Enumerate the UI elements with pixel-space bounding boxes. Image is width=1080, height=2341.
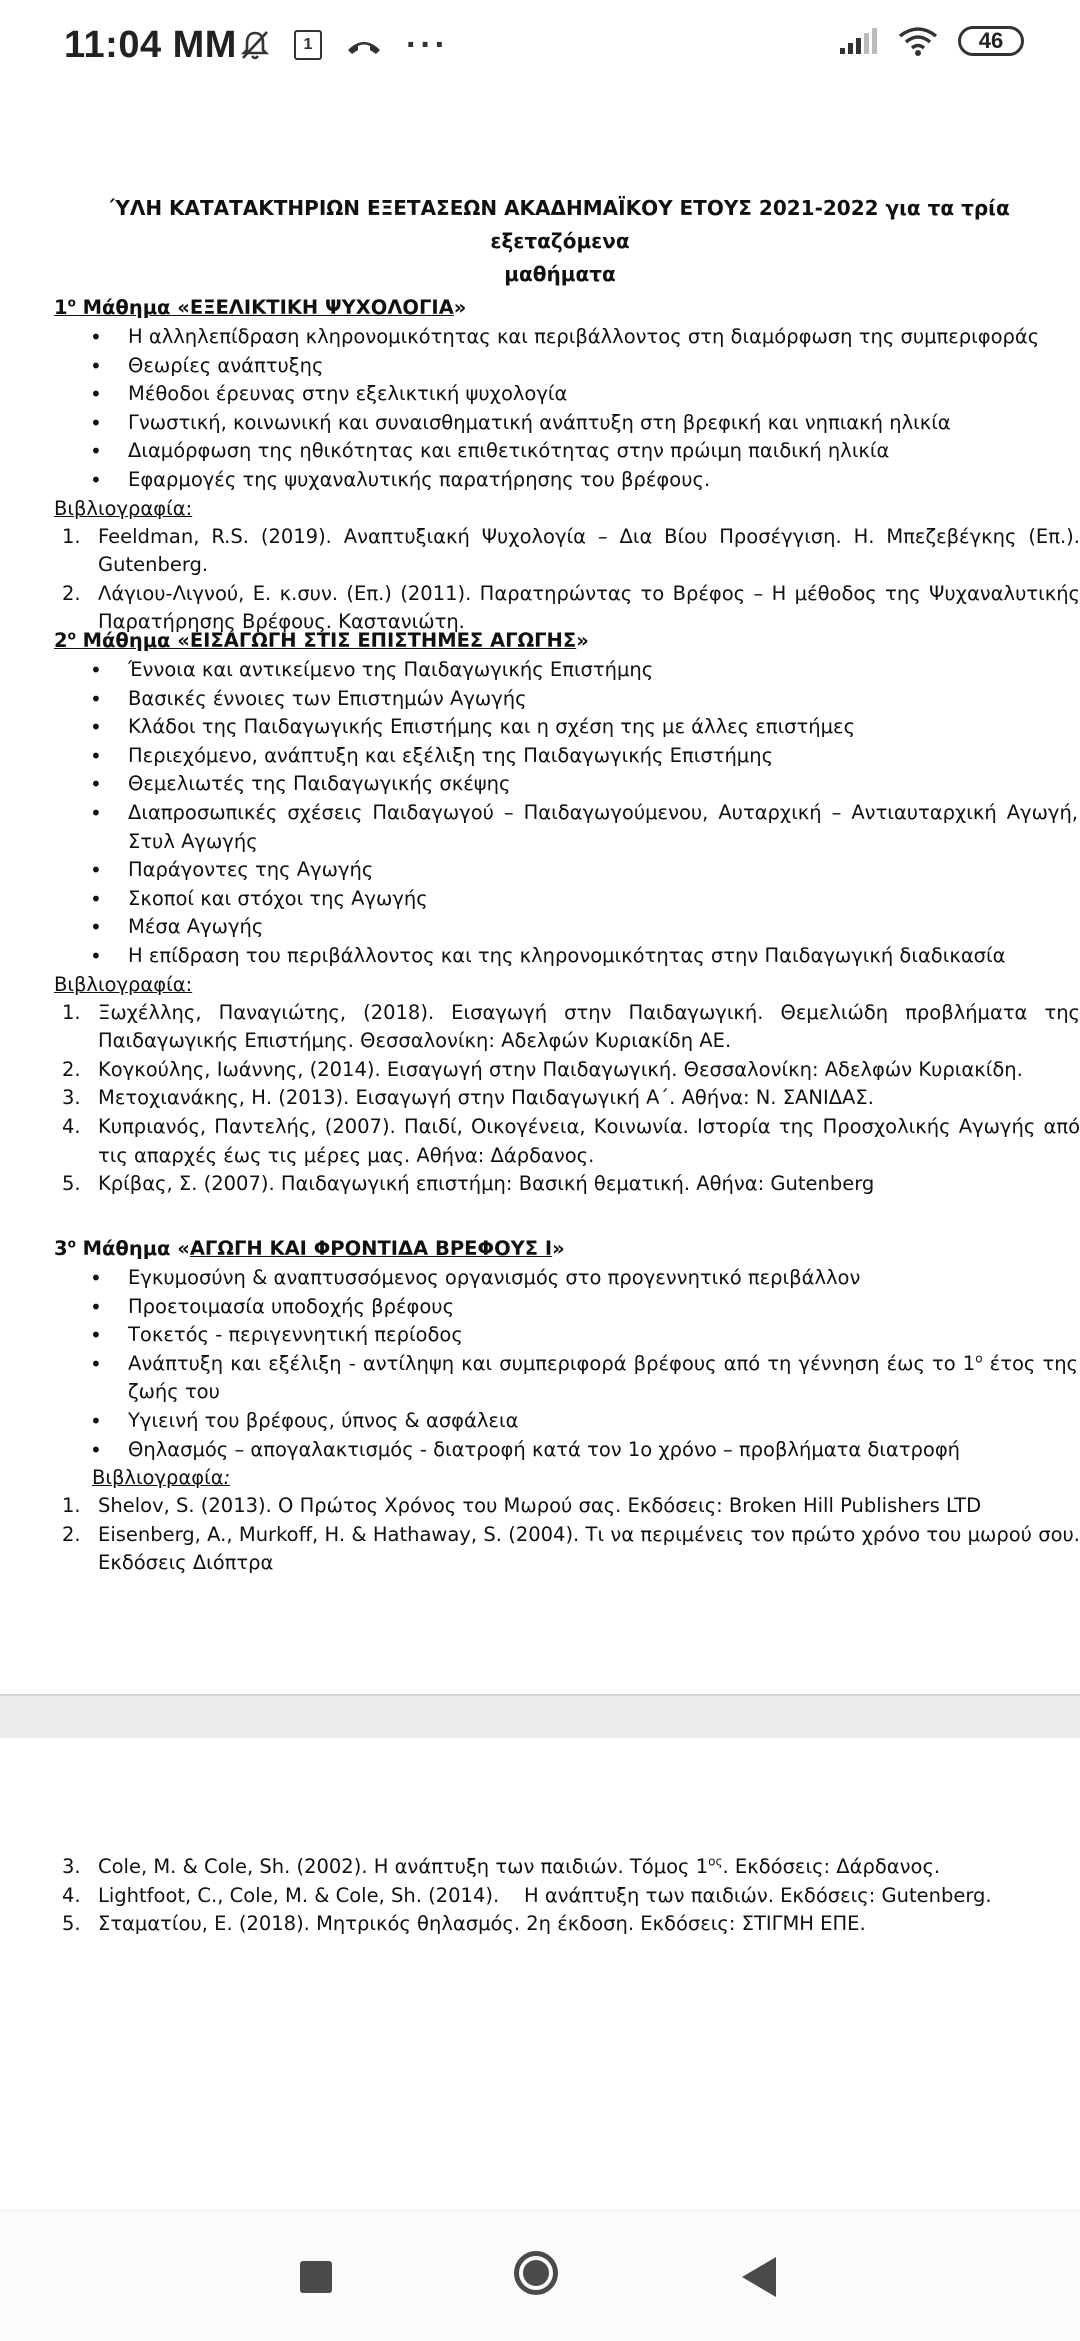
course-3-section	[54, 1235, 1080, 1578]
course-2-bibliography-heading: Βιβλιογραφία:	[54, 972, 193, 996]
bibliography-item: 3. Cole, M. & Cole, Sh. (2002). Η ανάπτυξη των παιδιών. Τόμος $1^{o\varsigma}$. Εκδόσεις: Δάρδανος.	[62, 1854, 941, 1878]
list-item: • Ανάπτυξη και εξέλιξη - αντίληψη και συμπεριφορά βρέφους από τη γέννηση έως το $1^o$ έτος της ζωής του	[54, 1350, 1080, 1407]
course-3-bibliography-heading: Βιβλιογραφία:	[92, 1466, 231, 1490]
signal-icon	[838, 26, 878, 56]
notification-icons	[238, 28, 449, 62]
list-item: • Θεωρίες ανάπτυξης	[54, 352, 1080, 381]
document-page-2	[0, 1738, 1080, 2208]
bibliography-item: 4. Κυπριανός, Παντελής, (2007). Παιδί, Οικογένεια, Κοινωνία. Ιστορία της Προσχολικής Αγωγής από τις απαρχές έως τις μέρες μας. Αθήνα: Δάρδανος.	[62, 1114, 1080, 1167]
list-item: • Σκοποί και στόχοι της Αγωγής	[54, 885, 1080, 914]
list-item: • Εγκυμοσύνη & αναπτυσσόμενος οργανισμός στο προγεννητικό περιβάλλον	[54, 1264, 1080, 1293]
list-item: • Βασικές έννοιες των Επιστημών Αγωγής	[54, 685, 1080, 714]
page-title	[80, 192, 1040, 291]
clock: 11:04 ΜΜ	[64, 24, 237, 66]
bibliography-item: 1. Ξωχέλλης, Παναγιώτης, (2018). Εισαγωγή στην Παιδαγωγική. Θεμελιώδη προβλήματα της Παιδαγωγικής Επιστήμης. Θεσσαλονίκη: Αδελφών Κυριακίδη ΑΕ.	[62, 1000, 1080, 1053]
list-item: • Διαπροσωπικές σχέσεις Παιδαγωγού – Παιδαγωγούμενου, Αυταρχική – Αντιαυταρχική Αγωγή, Στυλ Αγωγής	[54, 799, 1080, 856]
list-item: • Η αλληλεπίδραση κληρονομικότητας και περιβάλλοντος στη διαμόρφωση της συμπεριφοράς	[54, 323, 1080, 352]
list-item: • Μέθοδοι έρευνας στην εξελικτική ψυχολογία	[54, 380, 1080, 409]
course-1-bibliography-heading: Βιβλιογραφία:	[54, 496, 193, 520]
bibliography-item: 2. Λάγιου-Λιγνού, Ε. κ.συν. (Επ.) (2011). Παρατηρώντας το Βρέφος – Η μέθοδος της Ψυχαναλυτικής Παρατήρησης Βρέφους. Καστανιώτη.	[62, 581, 1080, 634]
course-1-title: $1^o$ Μάθημα «ΕΞΕΛΙΚΤΙΚΗ ΨΥΧΟΛΟΓΙΑ»	[54, 295, 467, 319]
bibliography-item: 3. Μετοχιανάκης, Η. (2013). Εισαγωγή στην Παιδαγωγική Α΄. Αθήνα: Ν. ΣΑΝΙΔΑΣ.	[62, 1086, 874, 1110]
course-2-section	[54, 627, 1080, 1199]
missed-call-icon	[344, 30, 384, 60]
status-bar	[0, 0, 1080, 96]
list-item: • Υγιεινή του βρέφους, ύπνος & ασφάλεια	[54, 1407, 1080, 1436]
bibliography-item: 1. Feeldman, R.S. (2019). Αναπτυξιακή Ψυχολογία – Δια Βίου Προσέγγιση. Η. Μπεζεβέγκης (Επ.). Gutenberg.	[62, 524, 1080, 577]
battery-icon	[958, 26, 1024, 56]
page-title-line-2: μαθήματα	[504, 262, 616, 286]
course-1-bibliography	[54, 523, 1080, 637]
bibliography-item: 5. Κρίβας, Σ. (2007). Παιδαγωγική επιστήμη: Βασική θεματική. Αθήνα: Gutenberg	[62, 1172, 875, 1196]
course-3-bibliography	[54, 1492, 1080, 1578]
course-2-bibliography	[54, 999, 1080, 1199]
bibliography-item: 4. Lightfoot, C., Cole, M. & Cole, Sh. (2014). Η ανάπτυξη των παιδιών. Εκδόσεις: Gutenberg.	[62, 1883, 992, 1907]
list-item: • Θηλασμός – απογαλακτισμός - διατροφή κατά τον 1ο χρόνο – προβλήματα διατροφή	[54, 1436, 1080, 1465]
more-notifications-icon: ···	[406, 26, 449, 64]
list-item: • Τοκετός - περιγεννητική περίοδος	[54, 1321, 1080, 1350]
list-item: • Έννοια και αντικείμενο της Παιδαγωγικής Επιστήμης	[54, 656, 1080, 685]
course-3-topics	[54, 1264, 1080, 1464]
list-item: • Παράγοντες της Αγωγής	[54, 856, 1080, 885]
battery-level: 46	[978, 28, 1004, 53]
home-button[interactable]	[514, 2251, 558, 2295]
back-button[interactable]	[742, 2257, 776, 2297]
navigation-bar	[0, 2210, 1080, 2341]
course-3-title: $3^o$ Μάθημα «ΑΓΩΓΗ ΚΑΙ ΦΡΟΝΤΙΔΑ ΒΡΕΦΟΥΣ Ι»	[54, 1236, 565, 1260]
calendar-day: 1	[303, 36, 313, 53]
system-icons	[838, 26, 1024, 56]
list-item: • Η επίδραση του περιβάλλοντος και της κληρονομικότητας στην Παιδαγωγική διαδικασία	[54, 942, 1080, 971]
course-3-bibliography-continued	[54, 1853, 1080, 1939]
document-page	[0, 96, 1080, 1696]
bibliography-item: 5. Σταματίου, Ε. (2018). Μητρικός θηλασμός. 2η έκδοση. Εκδόσεις: ΣΤΙΓΜΗ ΕΠΕ.	[62, 1912, 866, 1936]
list-item: • Εφαρμογές της ψυχαναλυτικής παρατήρησης του βρέφους.	[54, 466, 1080, 495]
list-item: • Προετοιμασία υποδοχής βρέφους	[54, 1293, 1080, 1322]
list-item: • Κλάδοι της Παιδαγωγικής Επιστήμης και η σχέση της με άλλες επιστήμες	[54, 713, 1080, 742]
list-item: • Θεμελιωτές της Παιδαγωγικής σκέψης	[54, 770, 1080, 799]
wifi-icon	[898, 26, 938, 56]
page-title-line-1: ΎΛΗ ΚΑΤΑΤΑΚΤΗΡΙΩΝ ΕΞΕΤΑΣΕΩΝ ΑΚΑΔΗΜΑΪΚΟΥ ΕΤΟΥΣ 2021-2022 για τα τρία εξεταζόμενα	[110, 196, 1010, 253]
bell-muted-icon	[238, 28, 272, 62]
course-1-section	[54, 294, 1080, 637]
bibliography-item: 2. Eisenberg, A., Murkoff, H. & Hathaway, S. (2004). Τι να περιμένεις τον πρώτο χρόνο του μωρού σου. Εκδόσεις Διόπτρα	[62, 1522, 1080, 1575]
home-icon	[523, 2260, 549, 2286]
list-item: • Διαμόρφωση της ηθικότητας και επιθετικότητας στην πρώιμη παιδική ηλικία	[54, 437, 1080, 466]
list-item: • Μέσα Αγωγής	[54, 913, 1080, 942]
course-2-topics	[54, 656, 1080, 971]
list-item: • Περιεχόμενο, ανάπτυξη και εξέλιξη της Παιδαγωγικής Επιστήμης	[54, 742, 1080, 771]
bibliography-item: 2. Κογκούλης, Ιωάννης, (2014). Εισαγωγή στην Παιδαγωγική. Θεσσαλονίκη: Αδελφών Κυριακίδη.	[62, 1057, 1023, 1081]
recents-button[interactable]	[300, 2261, 332, 2293]
list-item: • Γνωστική, κοινωνική και συναισθηματική ανάπτυξη στη βρεφική και νηπιακή ηλικία	[54, 409, 1080, 438]
page-divider	[0, 1694, 1080, 1740]
course-2-title: $2^o$ Μάθημα «ΕΙΣΑΓΩΓΗ ΣΤΙΣ ΕΠΙΣΤΗΜΕΣ ΑΓΩΓΗΣ»	[54, 628, 589, 652]
calendar-icon	[294, 30, 322, 60]
bibliography-item: 1. Shelov, S. (2013). Ο Πρώτος Χρόνος του Μωρού σας. Εκδόσεις: Broken Hill Publishers LTD	[62, 1494, 982, 1518]
course-1-topics	[54, 323, 1080, 495]
